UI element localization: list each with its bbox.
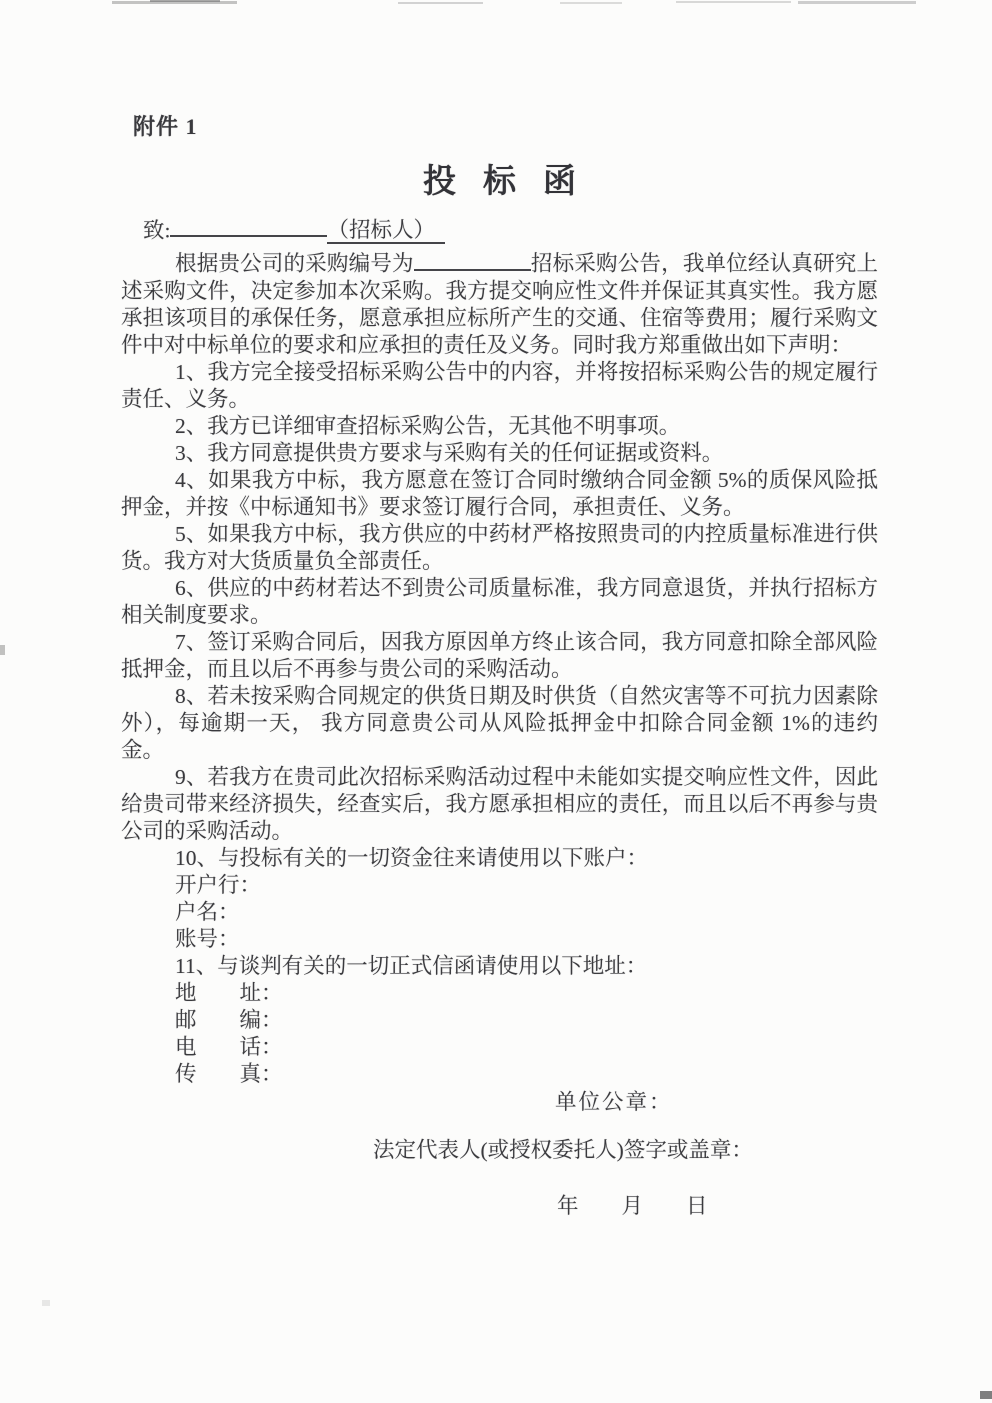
address-field-postcode: 邮 编： <box>175 1007 283 1032</box>
date-fill-line: 年 月 日 <box>557 1193 708 1218</box>
declaration-item-4: 4、如果我方中标，我方愿意在签订合同时缴纳合同金额 5%的质保风险抵押金，并按《中标通知书》要求签订履行合同，承担责任、义务。 <box>121 467 878 519</box>
declaration-item-8: 8、若未按采购合同规定的供货日期及时供货（自然灾害等不可抗力因素除外），每逾期一天， 我方同意贵公司从风险抵押金中扣除合同金额 1%的违约金。 <box>121 683 878 762</box>
address-field-address: 地 址： <box>175 980 283 1005</box>
scan-artifact-bottom-right <box>980 1391 992 1399</box>
document-title: 投标函 <box>423 164 603 200</box>
recipient-name-blank <box>170 215 327 237</box>
declaration-item-10: 10、与投标有关的一切资金往来请使用以下账户： <box>175 845 649 870</box>
intro-text-before-blank: 根据贵公司的采购编号为 <box>175 251 414 276</box>
salutation-line <box>143 215 878 244</box>
recipient-hint: （招标人） <box>327 218 445 244</box>
seal-label: 单位公章： <box>555 1089 673 1114</box>
declaration-item-1: 1、我方完全接受招标采购公告中的内容，并将按招标采购公告的规定履行责任、义务。 <box>121 359 878 411</box>
declaration-item-3: 3、我方同意提供贵方要求与采购有关的任何证据或资料。 <box>175 440 724 465</box>
declaration-item-5: 5、如果我方中标，我方供应的中药材严格按照贵司的内控质量标准进行供货。我方对大货质量负全部责任。 <box>121 521 878 573</box>
declaration-item-9: 9、若我方在贵司此次招标采购活动过程中未能如实提交响应性文件，因此给贵司带来经济损失，经查实后，我方愿承担相应的责任，而且以后不再参与贵公司的采购活动。 <box>121 764 878 843</box>
procurement-number-blank <box>414 248 531 270</box>
address-field-phone: 电 话： <box>175 1034 283 1059</box>
scan-artifact-left-edge <box>0 645 5 655</box>
intro-paragraph <box>121 248 878 358</box>
document-content <box>121 0 878 1220</box>
bank-field-account-number: 账号： <box>175 926 240 951</box>
declaration-item-7: 7、签订采购合同后，因我方原因单方终止该合同，我方同意扣除全部风险抵押金，而且以后不再参与贵公司的采购活动。 <box>121 629 878 681</box>
bank-field-account-name: 户名： <box>175 899 240 924</box>
legal-rep-signature-label: 法定代表人(或授权委托人)签字或盖章： <box>373 1137 753 1162</box>
declaration-item-2: 2、我方已详细审查招标采购公告，无其他不明事项。 <box>175 413 681 438</box>
attachment-label: 附件 1 <box>133 114 198 139</box>
scan-artifact-bottom-left <box>42 1300 50 1306</box>
declaration-item-11: 11、与谈判有关的一切正式信函请使用以下地址： <box>175 953 648 978</box>
address-field-fax: 传 真： <box>175 1061 283 1086</box>
bank-field-opening-bank: 开户行： <box>175 872 262 897</box>
salutation-to-label: 致: <box>143 218 171 243</box>
declaration-item-6: 6、供应的中药材若达不到贵公司质量标准，我方同意退货，并执行招标方相关制度要求。 <box>121 575 878 627</box>
intro-text-after-blank: 招标采购公告，我单位经认真研究上述采购文件，决定参加本次采购。我方提交响应性文件并保证其真实性。我方愿承担该项目的承保任务，愿意承担应标所产生的交通、住宿等费用；履行采购文件中对中标单位的要求和应承担的责任及义务。同时我方郑重做出如下声明： <box>121 251 878 357</box>
